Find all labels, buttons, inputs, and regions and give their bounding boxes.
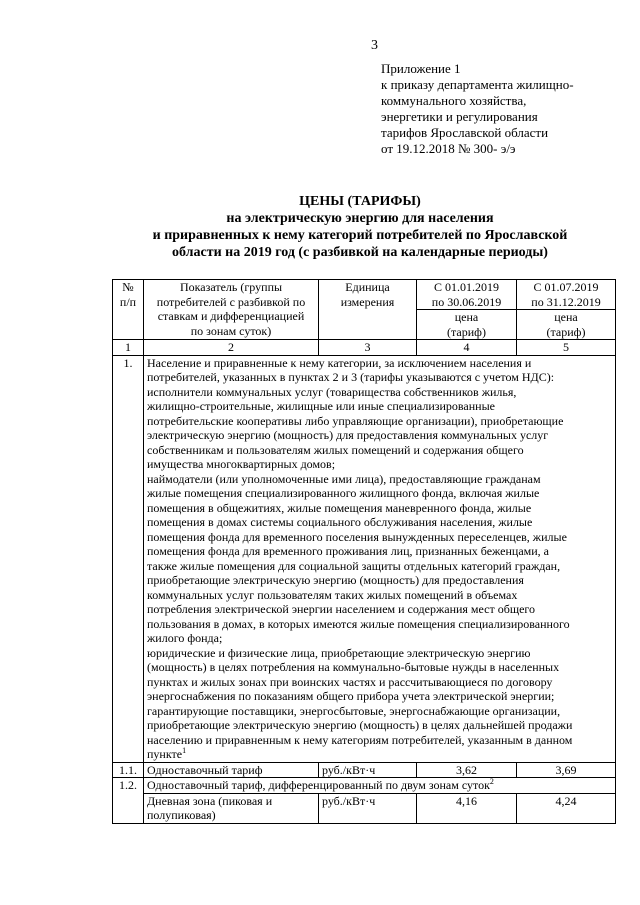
table-row-1-1: [113, 762, 616, 778]
price-value: 3,69: [517, 762, 616, 778]
tariff-table: [112, 279, 616, 824]
title-line: на электрическую энергию для населения: [226, 211, 494, 226]
footnote-marker: 1: [182, 746, 187, 755]
appendix-line: от 19.12.2018 № 300- э/э: [381, 141, 516, 156]
row-label: Одноставочный тариф: [144, 762, 319, 778]
column-index: 3: [319, 340, 417, 356]
price-value: 3,62: [417, 762, 517, 778]
page-number: 3: [371, 38, 378, 53]
header-indicator: Показатель (группы потребителей с разбивкой по ставкам и дифференциацией по зонам суток): [144, 280, 319, 340]
appendix-line: коммунального хозяйства,: [381, 93, 527, 108]
row-number: 1.2.: [113, 778, 144, 824]
header-period-1: С 01.01.2019 по 30.06.2019: [417, 280, 517, 310]
row-1-description: Население и приравненные к нему категории, за исключением населения и потребителей, указанных в пунктах 2 и 3 (тарифы указываются с учетом НДС): исполнители коммунальных услуг (товарищества собственников жилья, жилищно-строительные, жилищные или иные специализированные потребительские кооперативы либо управляющие организации), приобретающие электрическую энергию (мощность) для предоставления коммунальных услуг собственникам и пользователям жилых помещений и содержания общего имущества многоквартирных домов; наймодатели (или уполномоченные ими лица), предоставляющие гражданам жилые помещения специализированного жилищного фонда, включая жилые помещения в общежитиях, жилые помещения маневренного фонда, жилые помещения в домах системы социального обслуживания населения, жилые помещения фонда для временного поселения вынужденных переселенцев, жилые помещения фонда для временного проживания лиц, признанных беженцами, а также жилые помещения для социальной защиты отдельных категорий граждан, приобретающие электрическую энергию (мощность) для предоставления коммунальных услуг пользователям таких жилых помещений в объемах потребления электрической энергии населением и содержания мест общего пользования в домах, в которых имеются жилые помещения специализированного жилого фонда; юридические и физические лица, приобретающие электрическую энергию (мощность) в целях потребления на коммунально-бытовые нужды в населенных пунктах и жилых зонах при воинских частях и рассчитывающиеся по договору энергоснабжения по показаниям общего прибора учета электрической энергии; гарантирующие поставщики, энергосбытовые, энергоснабжающие организации, приобретающие электрическую энергию (мощность) в целях дальнейшей продажи населению и приравненным к нему категориям потребителей, указанным в данном пункте$^1$: [144, 355, 616, 762]
row-number: 1.1.: [113, 762, 144, 778]
row-number: 1.: [113, 355, 144, 762]
title-line: и приравненных к нему категорий потребителей по Ярославской: [152, 228, 568, 243]
footnote-marker: 2: [489, 777, 494, 786]
document-title: [100, 193, 620, 261]
table-row-1: [113, 355, 616, 762]
row-unit: руб./кВт·ч: [319, 793, 417, 823]
column-index: 5: [517, 340, 616, 356]
column-index-row: [113, 340, 616, 356]
table-row-1-2: [113, 778, 616, 794]
header-price-2: цена (тариф): [517, 310, 616, 340]
appendix-line: к приказу департамента жилищно-: [381, 77, 574, 92]
price-value: 4,24: [517, 793, 616, 823]
row-label: Дневная зона (пиковая и полупиковая): [144, 793, 319, 823]
column-index: 2: [144, 340, 319, 356]
appendix-line: энергетики и регулирования: [381, 109, 538, 124]
appendix-line: Приложение 1: [381, 61, 461, 76]
header-price-1: цена (тариф): [417, 310, 517, 340]
column-index: 1: [113, 340, 144, 356]
column-index: 4: [417, 340, 517, 356]
header-num: № п/п: [113, 280, 144, 340]
header-period-2: С 01.07.2019 по 31.12.2019: [517, 280, 616, 310]
title-line: ЦЕНЫ (ТАРИФЫ): [299, 194, 421, 209]
header-unit: Единица измерения: [319, 280, 417, 340]
appendix-line: тарифов Ярославской области: [381, 125, 549, 140]
row-unit: руб./кВт·ч: [319, 762, 417, 778]
table-row-1-2-day: [113, 793, 616, 823]
row-label: Одноставочный тариф, дифференцированный по двум зонам суток$^2$: [144, 778, 616, 794]
title-line: области на 2019 год (с разбивкой на календарные периоды): [172, 245, 548, 260]
table-header-row: [113, 280, 616, 310]
appendix-block: [381, 61, 631, 157]
price-value: 4,16: [417, 793, 517, 823]
